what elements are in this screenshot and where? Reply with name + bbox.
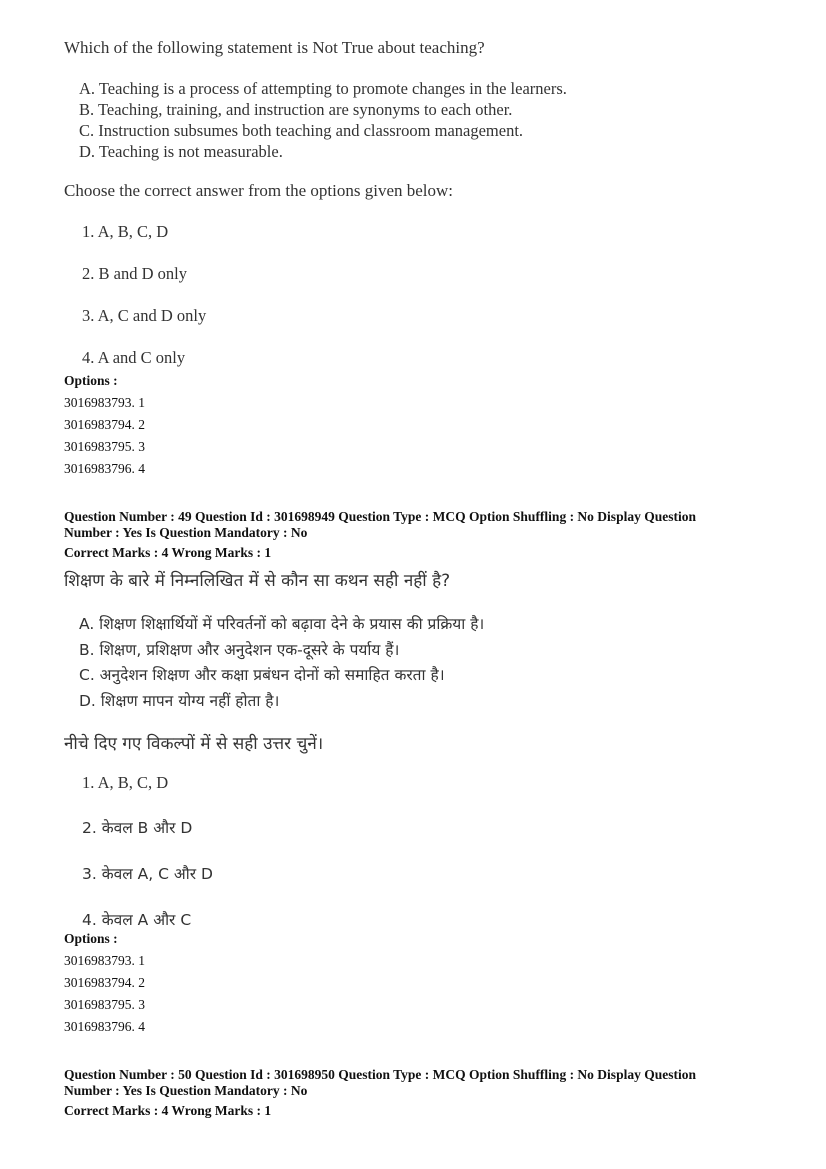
option-id-4: 3016983796. 4 [64,461,145,476]
choice-4: 4. A and C only [82,348,186,367]
choice-3-hindi: 3. केवल A, C और D [82,865,213,883]
options-label: Options : [64,373,118,388]
question-49-marks: Correct Marks : 4 Wrong Marks : 1 [64,545,272,560]
question-48-text: Which of the following statement is Not True about teaching? [64,38,485,57]
option-id-2-49: 3016983794. 2 [64,975,145,990]
statement-c-hindi: C. अनुदेशन शिक्षण और कक्षा प्रबंधन दोनों को समाहित करता है। [79,666,445,684]
question-50-meta: Question Number : 50 Question Id : 301698950 Question Type : MCQ Option Shuffling : No Display Question [64,1067,696,1082]
statement-d-hindi: D. शिक्षण मापन योग्य नहीं होता है। [79,692,280,710]
option-id-3: 3016983795. 3 [64,439,145,454]
choice-3: 3. A, C and D only [82,306,207,325]
option-id-1-49: 3016983793. 1 [64,953,145,968]
statement-b-hindi: B. शिक्षण, प्रशिक्षण और अनुदेशन एक-दूसरे के पर्याय हैं। [79,641,400,659]
option-id-3-49: 3016983795. 3 [64,997,145,1012]
answer-instruction: Choose the correct answer from the options given below: [64,181,454,200]
statement-a-hindi: A. शिक्षण शिक्षार्थियों में परिवर्तनों को बढ़ावा देने के प्रयास की प्रक्रिया है। [79,615,485,633]
question-49-meta-cont: Number : Yes Is Question Mandatory : No [64,525,308,540]
choice-1-hindi: 1. A, B, C, D [82,773,169,792]
statement-a: A. Teaching is a process of attempting to promote changes in the learners. [79,79,567,98]
option-id-1: 3016983793. 1 [64,395,145,410]
choice-4-hindi: 4. केवल A और C [82,911,192,929]
answer-instruction-hindi: नीचे दिए गए विकल्पों में से सही उत्तर चुनें। [64,734,324,754]
statement-b: B. Teaching, training, and instruction are synonyms to each other. [79,100,513,119]
choice-2: 2. B and D only [82,264,187,283]
question-50-meta-cont: Number : Yes Is Question Mandatory : No [64,1083,308,1098]
question-49-text: शिक्षण के बारे में निम्नलिखित में से कौन सा कथन सही नहीं है? [64,571,451,591]
question-49-meta: Question Number : 49 Question Id : 301698949 Question Type : MCQ Option Shuffling : No Display Question [64,509,696,524]
statement-d: D. Teaching is not measurable. [79,142,283,161]
question-50-marks: Correct Marks : 4 Wrong Marks : 1 [64,1103,272,1118]
option-id-2: 3016983794. 2 [64,417,145,432]
choice-2-hindi: 2. केवल B और D [82,819,193,837]
option-id-4-49: 3016983796. 4 [64,1019,145,1034]
options-label-49: Options : [64,931,118,946]
statement-c: C. Instruction subsumes both teaching and classroom management. [79,121,524,140]
choice-1: 1. A, B, C, D [82,222,169,241]
